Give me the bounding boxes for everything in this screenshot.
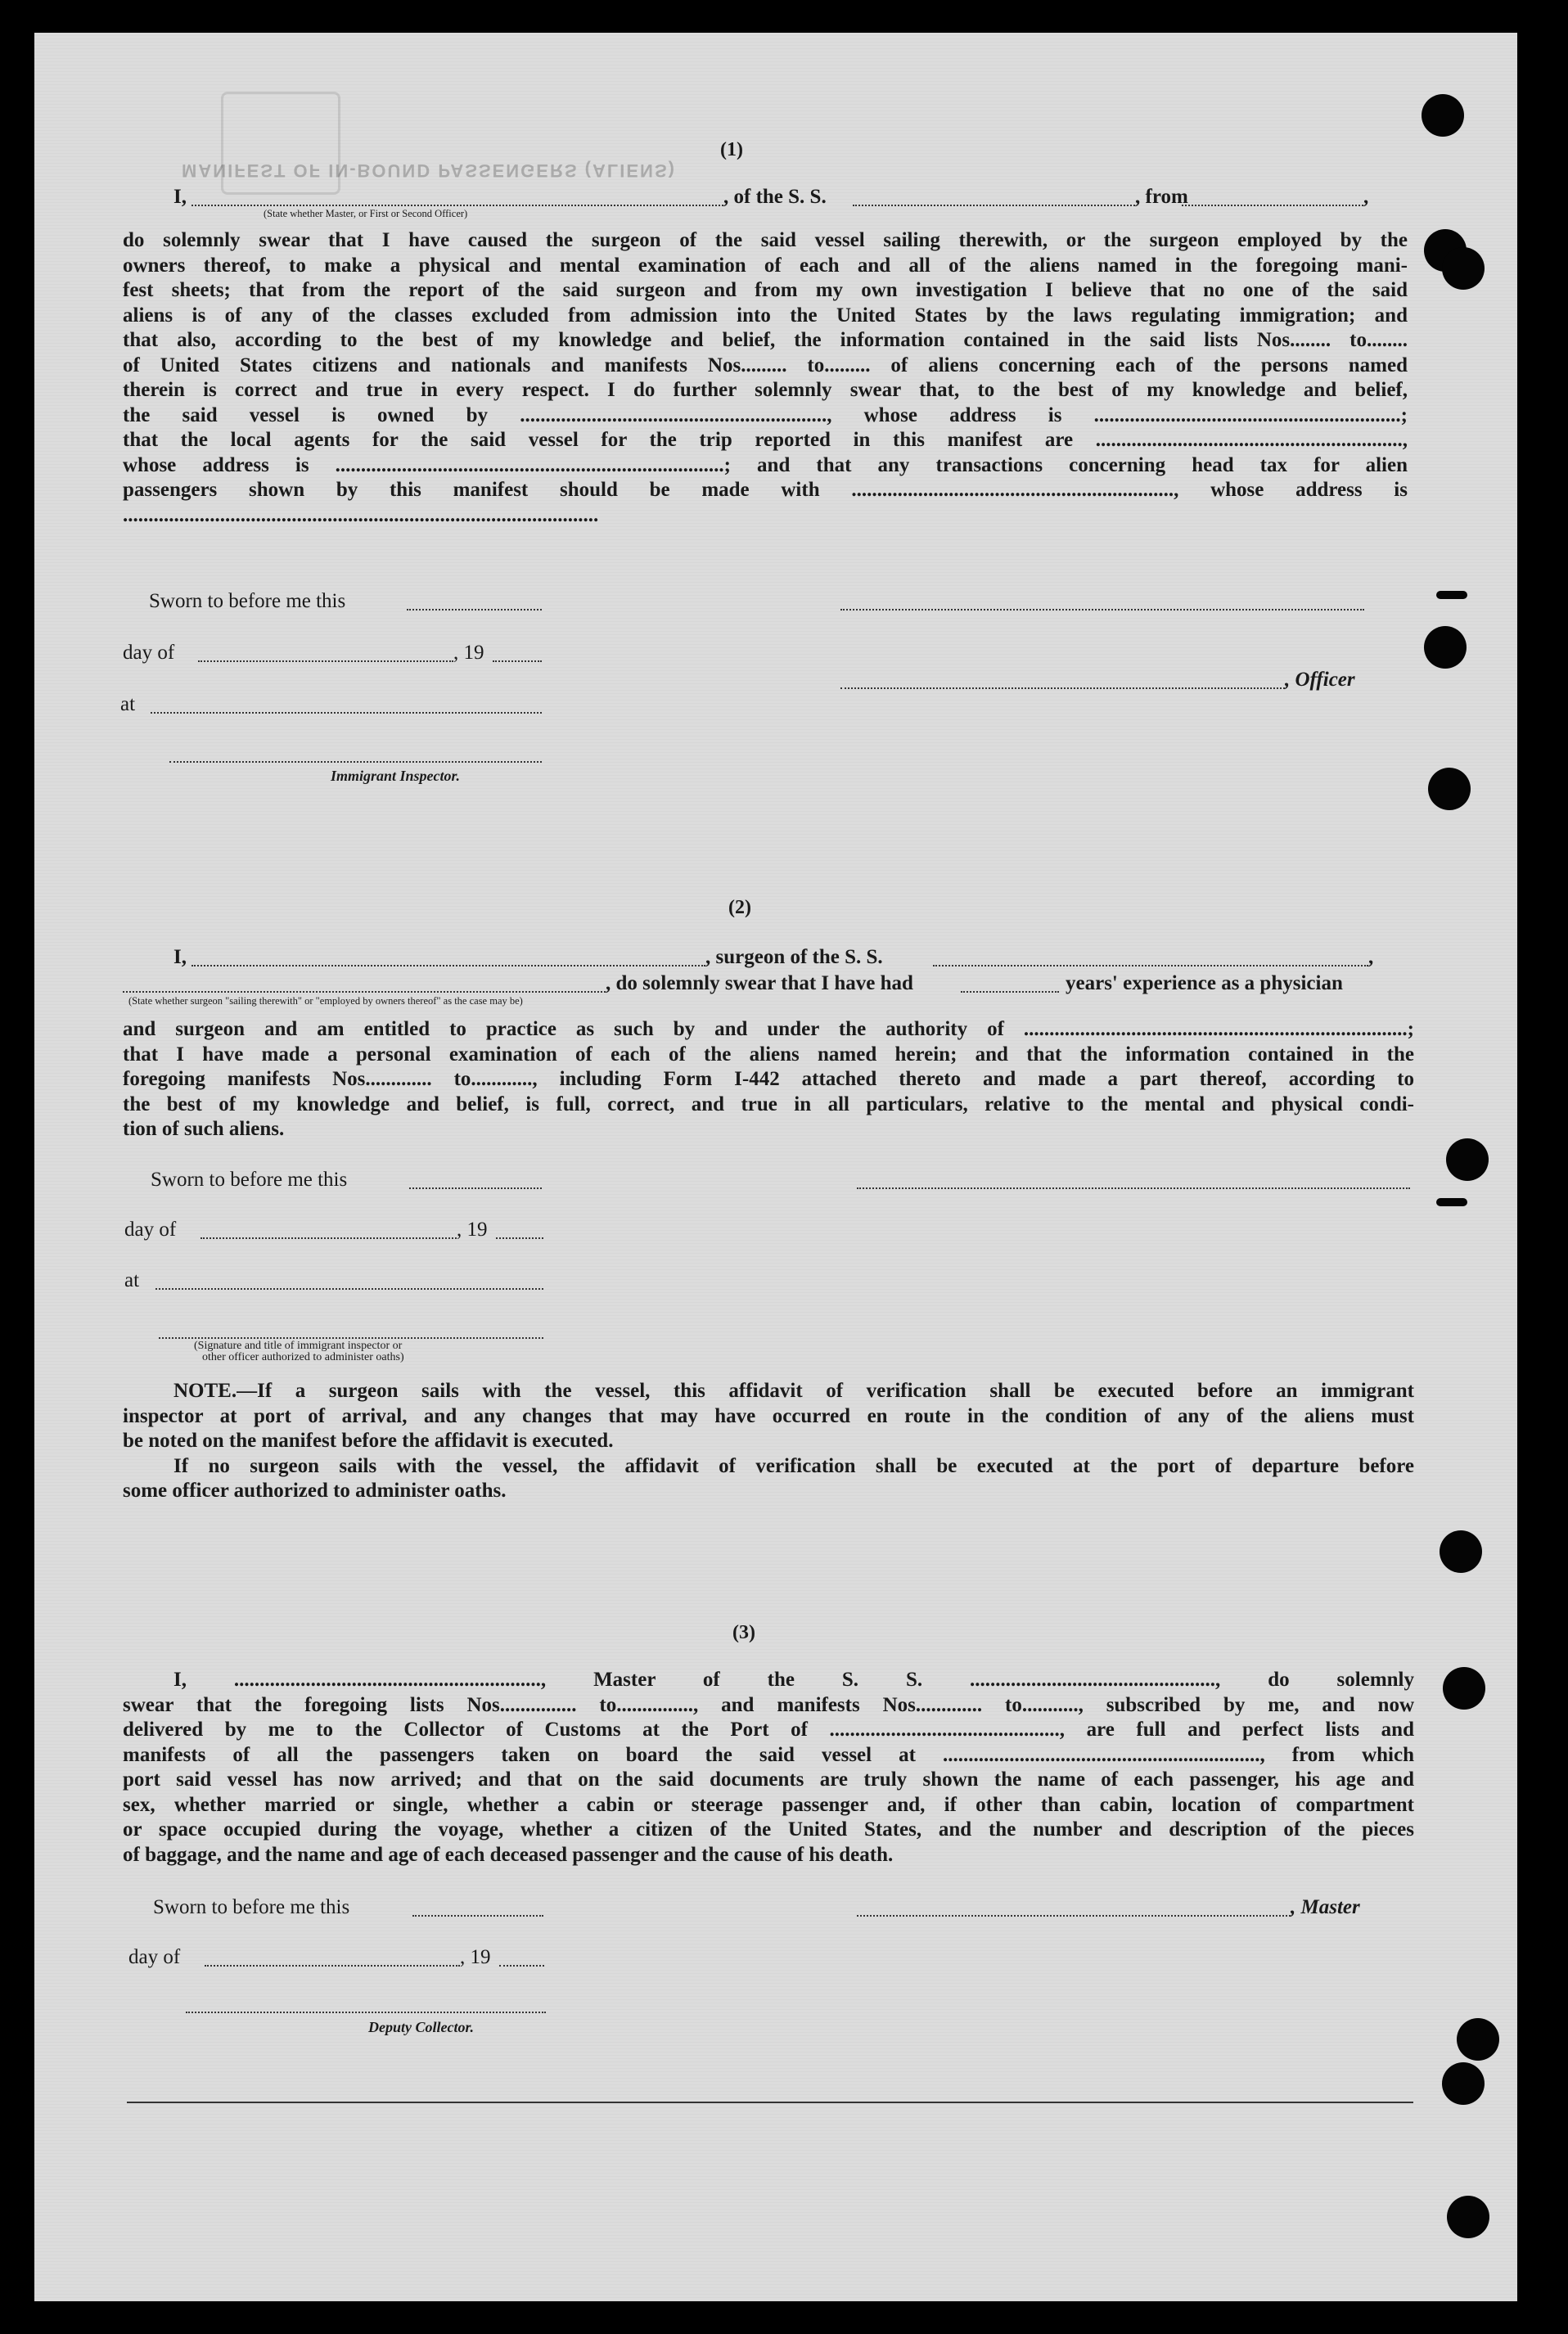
s2-para-line: that I have made a personal examination of each of the aliens named herein; and that the information contained in the <box>123 1043 1414 1066</box>
s2-note-line: inspector at port of arrival, and any changes that may have occurred en route in the condition of any of the aliens must <box>123 1404 1414 1427</box>
s2-at-field <box>155 1288 543 1290</box>
punch-hole <box>1443 1667 1485 1710</box>
s2-comma: , <box>1368 946 1374 968</box>
punch-hole <box>1442 2062 1485 2105</box>
s1-sworn-label: Sworn to before me this <box>149 590 346 612</box>
s3-para-line: swear that the foregoing lists Nos............... to..............., and manifests Nos............. to..........., subscribed by me, and now <box>123 1693 1414 1716</box>
s1-para-line: owners thereof, to make a physical and mental examination of each and all of the aliens named in the foregoing mani- <box>123 254 1408 277</box>
punch-hole <box>1440 1530 1482 1573</box>
section-3-number: (3) <box>732 1622 755 1643</box>
s1-para-line: fest sheets; that from the report of the said surgeon and from my own investigation I believe that no one of the said <box>123 279 1408 301</box>
s2-state-note: (State whether surgeon "sailing therewith" or "employed by owners thereof" as the case may be) <box>128 995 523 1007</box>
s3-deputy-label: Deputy Collector. <box>368 2019 474 2035</box>
s2-note-paragraph <box>123 1379 1414 1504</box>
s3-day-of-label: day of <box>128 1946 181 1968</box>
s1-para-line: passengers shown by this manifest should be made with ..............................................................., whose address is <box>123 479 1408 501</box>
s1-from-label: , from <box>1135 186 1188 208</box>
s1-sworn-field <box>407 609 542 611</box>
s2-i-label: I, <box>173 946 187 968</box>
s3-para-line: manifests of all the passengers taken on board the said vessel at .............................................................., from which <box>123 1743 1414 1766</box>
s3-para-line: of baggage, and the name and age of each deceased passenger and the cause of his death. <box>123 1843 894 1866</box>
s2-signature-note-1: (Signature and title of immigrant inspector or <box>194 1340 403 1352</box>
s1-from-field <box>1182 205 1363 206</box>
s1-year-field <box>493 660 542 662</box>
s2-signature-field <box>857 1187 1410 1189</box>
s3-year-field <box>499 1965 544 1967</box>
punch-hole <box>1436 1198 1467 1206</box>
s2-swear-label: , do solemnly swear that I have had <box>606 972 913 994</box>
s2-years-label: years' experience as a physician <box>1066 972 1343 994</box>
s2-year-label: , 19 <box>457 1219 488 1241</box>
s3-para-line: port said vessel has now arrived; and that on the said documents are truly shown the name of each passenger, his age and <box>123 1769 1414 1791</box>
section-1-number: (1) <box>720 139 743 160</box>
s2-year-field <box>496 1237 543 1239</box>
s2-para-line: tion of such aliens. <box>123 1118 285 1140</box>
s1-oath-paragraph <box>123 228 1408 528</box>
s2-note-line: NOTE.—If a surgeon sails with the vessel, this affidavit of verification shall be executed before an immigrant <box>173 1380 1414 1402</box>
s2-oath-paragraph <box>123 1017 1414 1142</box>
punch-hole <box>1424 626 1467 669</box>
s1-at-field <box>151 712 542 714</box>
s3-sworn-label: Sworn to before me this <box>153 1896 350 1918</box>
s1-para-line: that the local agents for the said vessel for the trip reported in this manifest are ............................................................, <box>123 429 1408 451</box>
punch-hole <box>1436 591 1467 599</box>
s2-sworn-label: Sworn to before me this <box>151 1169 348 1191</box>
punch-hole <box>1457 2018 1499 2061</box>
s1-para-line: ............................................................................................. <box>123 503 599 526</box>
s2-day-field <box>201 1237 457 1239</box>
s2-ship-field <box>933 965 1368 966</box>
s1-day-field <box>198 660 453 662</box>
s1-inspector-signature <box>169 761 542 763</box>
s2-years-field <box>961 991 1059 993</box>
s2-signature-note-2: other officer authorized to administer oaths) <box>202 1351 404 1363</box>
s1-at-label: at <box>120 693 136 715</box>
s1-inspector-label: Immigrant Inspector. <box>331 768 461 784</box>
s1-para-line: the said vessel is owned by ............................................................, whose address is ............................................................; <box>123 403 1408 426</box>
s3-year-label: , 19 <box>460 1946 491 1968</box>
s3-day-field <box>205 1965 460 1967</box>
s3-sworn-field <box>412 1915 543 1917</box>
bleed-through-header: MANIFEST OF IN-BOUND PASSENGERS (ALIENS) <box>182 160 676 181</box>
s3-master-label: , Master <box>1291 1896 1360 1918</box>
s3-para-line: sex, whether married or single, whether a cabin or steerage passenger and, if other than cabin, location of compartment <box>123 1793 1414 1816</box>
punch-hole <box>1446 1138 1489 1181</box>
s2-para-line: foregoing manifests Nos............. to............, including Form I-442 attached thereto and made a part thereof, according to <box>123 1068 1414 1090</box>
s3-para-line: or space occupied during the voyage, whether a citizen of the United States, and the number and description of the pieces <box>123 1818 1414 1841</box>
s1-para-line: therein is correct and true in every respect. I do further solemnly swear that, to the best of my knowledge and belief, <box>123 379 1408 401</box>
document-page <box>34 33 1517 2301</box>
s3-para-line: I, ............................................................, Master of the S. S. ................................................, do solemnly <box>173 1669 1414 1691</box>
s2-note-line: If no surgeon sails with the vessel, the affidavit of verification shall be executed at the port of departure before <box>173 1454 1414 1477</box>
s1-year-label: , 19 <box>453 642 484 664</box>
s1-i-label: I, <box>173 186 187 208</box>
section-2-number: (2) <box>728 897 751 918</box>
s1-para-line: do solemnly swear that I have caused the surgeon of the said vessel sailing therewith, or the surgeon employed by the <box>123 229 1408 251</box>
s2-note-line: some officer authorized to administer oaths. <box>123 1480 507 1502</box>
punch-hole <box>1442 247 1485 290</box>
s2-at-label: at <box>124 1269 140 1291</box>
s1-state-note: (State whether Master, or First or Second Officer) <box>264 208 468 219</box>
bottom-rule <box>127 2102 1413 2103</box>
s2-sworn-field <box>409 1187 542 1189</box>
punch-hole <box>1422 94 1464 137</box>
s2-day-of-label: day of <box>124 1219 177 1241</box>
s3-oath-paragraph <box>123 1668 1414 1868</box>
s1-para-line: aliens is of any of the classes excluded from admission into the United States by the laws regulating immigration; and <box>123 304 1408 327</box>
s3-deputy-signature <box>186 2012 546 2013</box>
s2-para-line: and surgeon and am entitled to practice as such by and under the authority of ...........................................................................; <box>123 1018 1414 1040</box>
s1-name-field <box>191 205 723 206</box>
s1-para-line: whose address is ............................................................................; and that any transactions concerning head tax for alien <box>123 453 1408 476</box>
s3-para-line: delivered by me to the Collector of Customs at the Port of ............................................., are full and perfect lists and <box>123 1719 1414 1741</box>
s1-para-line: of United States citizens and nationals and manifests Nos......... to......... of aliens concerning each of the persons named <box>123 354 1408 376</box>
s2-para-line: the best of my knowledge and belief, is full, correct, and true in all particulars, relative to the mental and physical condi- <box>123 1093 1414 1115</box>
punch-hole <box>1428 768 1471 810</box>
s1-comma: , <box>1363 186 1369 208</box>
s1-signature-field <box>840 609 1364 611</box>
s3-master-signature <box>857 1915 1291 1917</box>
s2-note-line: be noted on the manifest before the affidavit is executed. <box>123 1430 614 1452</box>
s1-officer-field <box>840 687 1285 689</box>
s1-day-of-label: day of <box>123 642 175 664</box>
s1-of-ss-label: , of the S. S. <box>723 186 827 208</box>
s2-inspector-signature <box>159 1337 543 1339</box>
s1-para-line: that also, according to the best of my knowledge and belief, the information contained in the said lists Nos........ to........ <box>123 329 1408 351</box>
punch-hole <box>1447 2196 1489 2238</box>
s1-officer-label: , Officer <box>1285 669 1355 691</box>
s2-status-field <box>123 991 606 993</box>
s1-ship-field <box>853 205 1135 206</box>
s2-name-field <box>191 965 705 966</box>
s2-surgeon-label: , surgeon of the S. S. <box>705 946 883 968</box>
